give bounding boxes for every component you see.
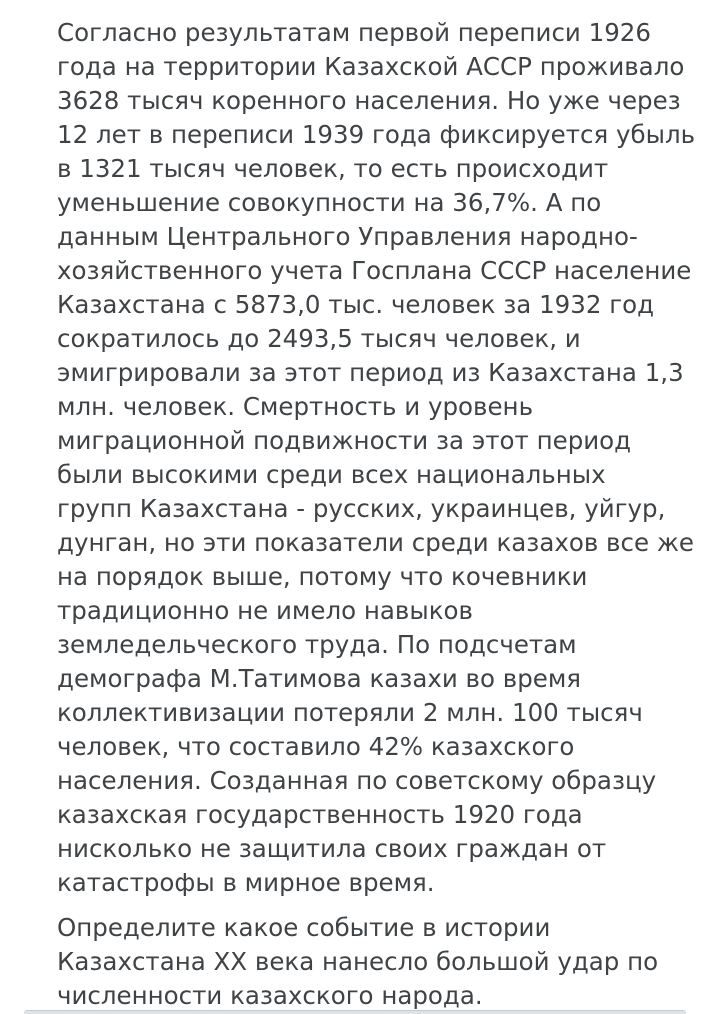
answer-card-edge xyxy=(24,1010,686,1014)
passage-line: катастрофы в мирное время. xyxy=(57,868,435,897)
passage-line: на порядок выше, потому что кочевники xyxy=(57,562,588,591)
passage-line: сократилось до 2493,5 тысяч человек, и xyxy=(57,324,581,353)
passage-paragraph xyxy=(57,16,696,900)
passage-line: 3628 тысяч коренного населения. Но уже через xyxy=(57,86,681,115)
passage-line: населения. Созданная по советскому образцу xyxy=(57,766,657,795)
passage-line: в 1321 тысяч человек, то есть происходит xyxy=(57,154,609,183)
passage-line: миграционной подвижности за этот период xyxy=(57,426,632,455)
passage-line: групп Казахстана - русских, украинцев, уйгур, xyxy=(57,494,666,523)
passage-line: данным Центрального Управления народно- xyxy=(57,222,638,251)
passage-line: Казахстана с 5873,0 тыс. человек за 1932 год xyxy=(57,290,655,319)
question-line: численности казахского народа. xyxy=(57,981,483,1010)
passage-line: Согласно результатам первой переписи 1926 xyxy=(57,18,651,47)
passage-line: дунган, но эти показатели среди казахов все же xyxy=(57,528,694,557)
passage-line: казахская государственность 1920 года xyxy=(57,800,583,829)
document-text xyxy=(57,16,696,1013)
passage-line: были высокими среди всех национальных xyxy=(57,460,606,489)
passage-line: млн. человек. Смертность и уровень xyxy=(57,392,534,421)
question-line: Казахстана XX века нанесло большой удар по xyxy=(57,947,659,976)
passage-line: эмигрировали за этот период из Казахстана 1,3 xyxy=(57,358,684,387)
question-paragraph xyxy=(57,911,677,1013)
passage-line: земледельческого труда. По подсчетам xyxy=(57,630,577,659)
passage-line: человек, что составило 42% казахского xyxy=(57,732,575,761)
passage-line: традиционно не имело навыков xyxy=(57,596,473,625)
question-line: Определите какое событие в истории xyxy=(57,913,551,942)
passage-line: нисколько не защитила своих граждан от xyxy=(57,834,607,863)
passage-line: 12 лет в переписи 1939 года фиксируется убыль xyxy=(57,120,696,149)
passage-line: уменьшение совокупности на 36,7%. А по xyxy=(57,188,602,217)
paragraph-spacer xyxy=(57,900,677,911)
passage-line: демографа М.Татимова казахи во время xyxy=(57,664,582,693)
passage-line: коллективизации потеряли 2 млн. 100 тысяч xyxy=(57,698,643,727)
passage-line: года на территории Казахской АССР проживало xyxy=(57,52,685,81)
passage-line: хозяйственного учета Госплана СССР население xyxy=(57,256,692,285)
